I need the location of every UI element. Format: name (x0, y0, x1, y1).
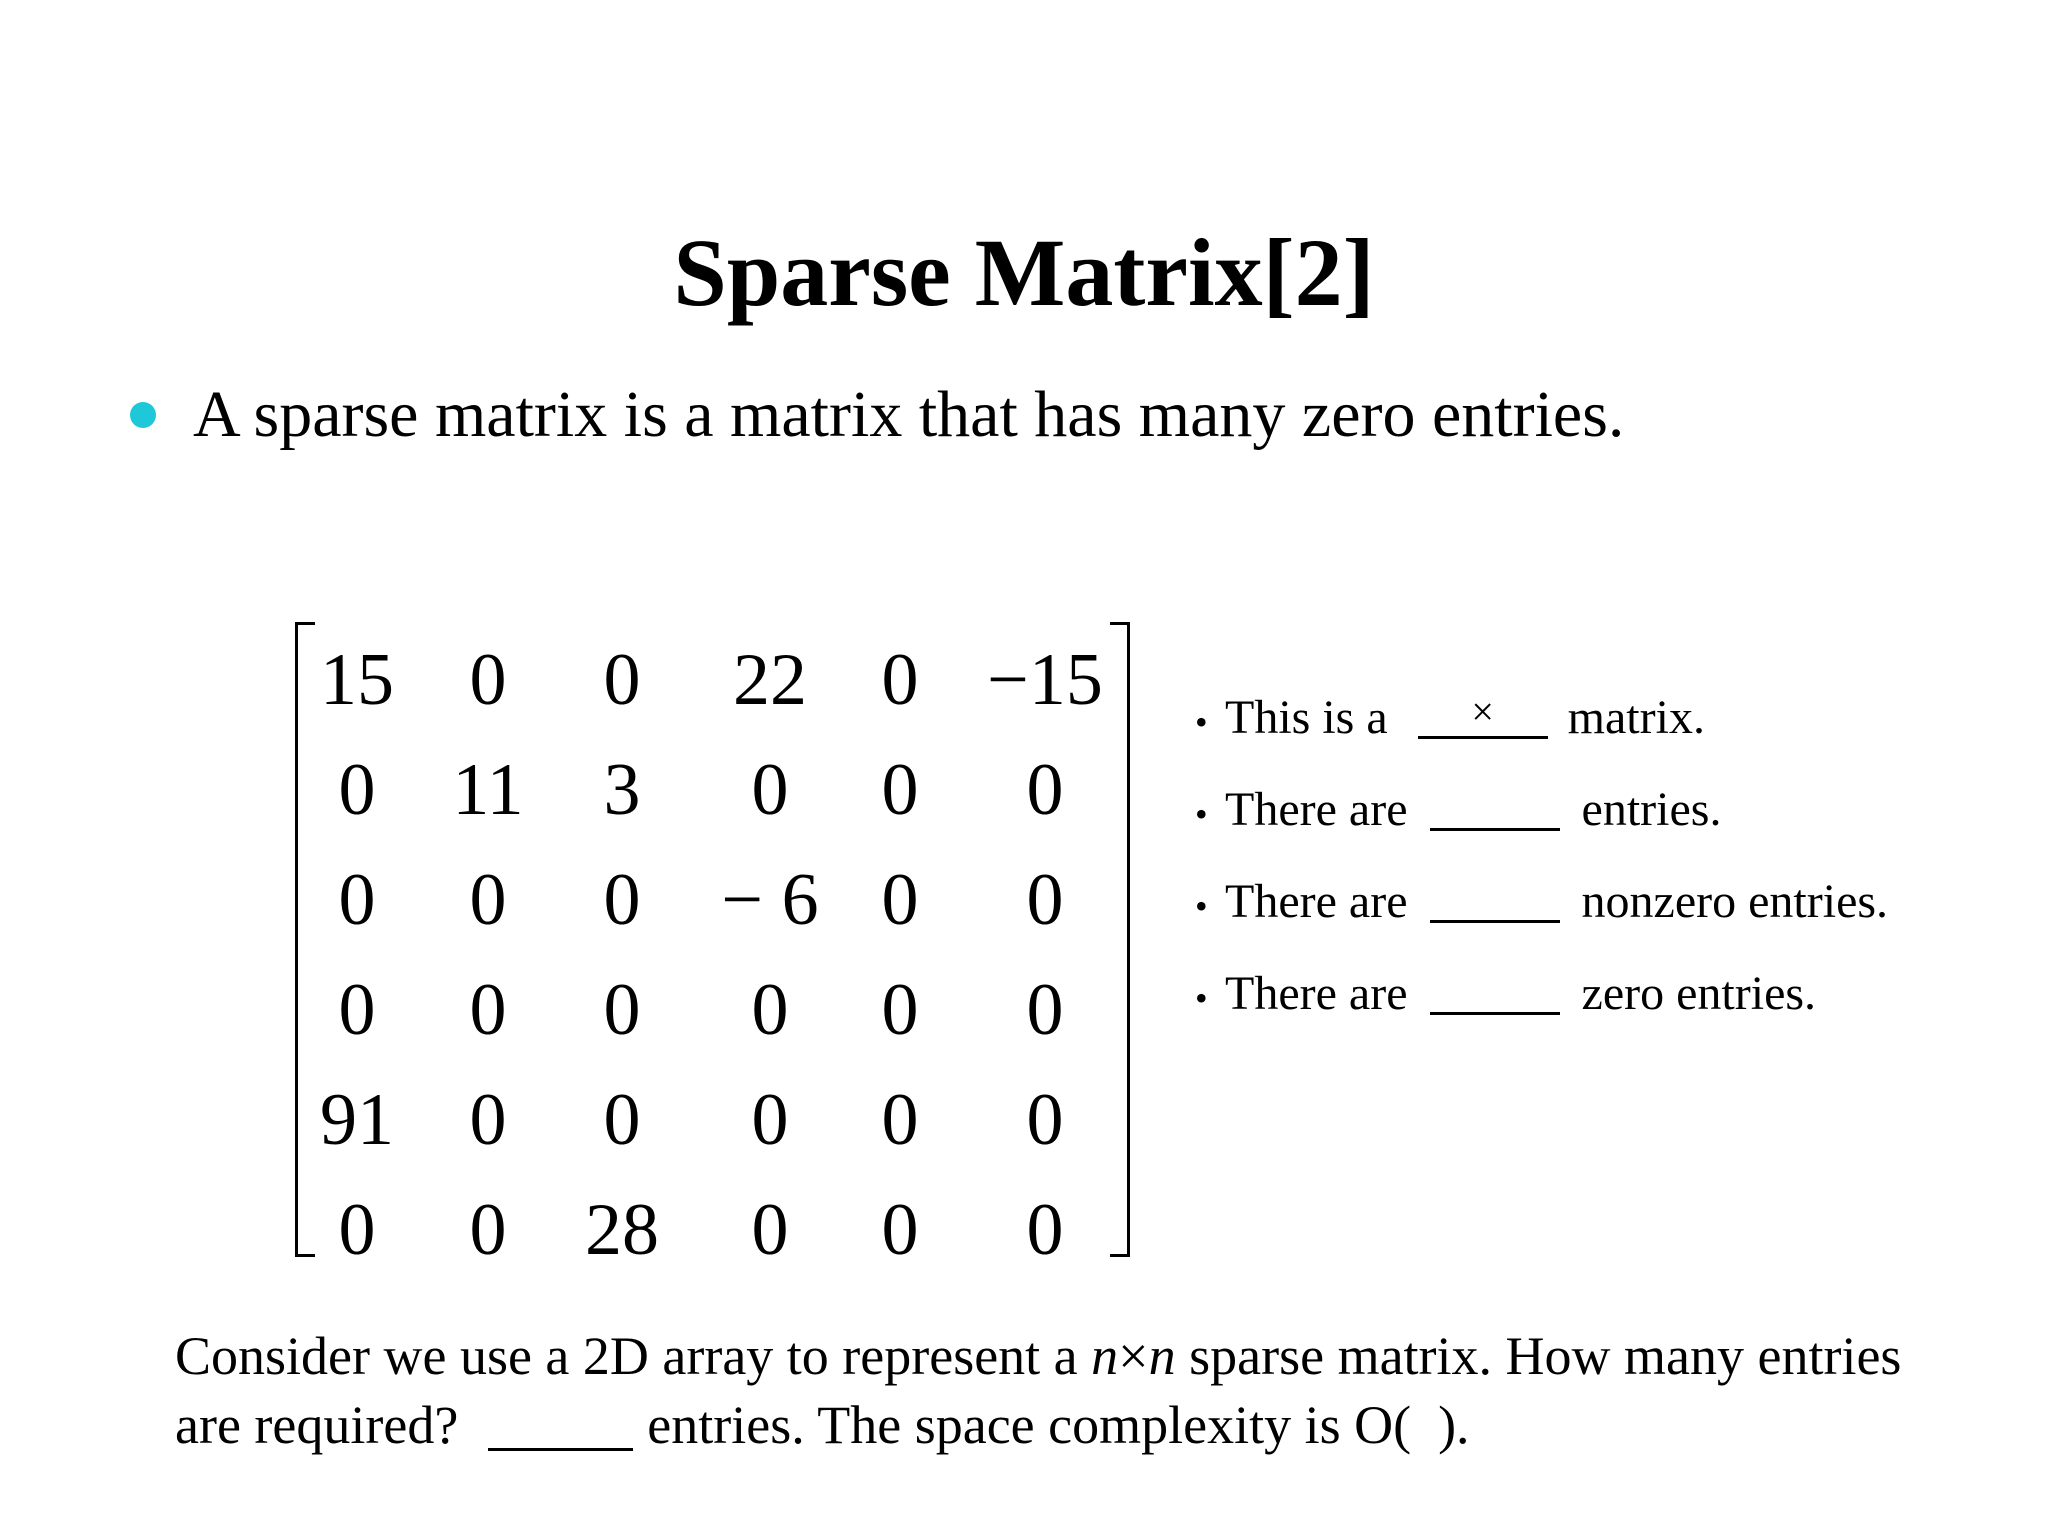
matrix-cell: 0 (1026, 1079, 1064, 1161)
matrix-cell: 15 (320, 639, 394, 721)
matrix-cell: 0 (338, 859, 376, 941)
question-entries (1195, 780, 1721, 844)
question-text: There are (1225, 967, 1408, 1020)
slide-title: Sparse Matrix[2] (673, 219, 1375, 326)
matrix-cell: 3 (603, 749, 641, 831)
matrix-cell: 28 (585, 1189, 659, 1271)
question-text: matrix. (1567, 691, 1705, 744)
matrix-cell: 0 (603, 859, 641, 941)
zero-blank (1430, 968, 1560, 1015)
bullet-dot-icon: • (1195, 885, 1208, 926)
question-text: nonzero entries. (1581, 875, 1889, 928)
paragraph-text: entries. The space complexity is O( ). (647, 1395, 1470, 1455)
bullet-text: A sparse matrix is a matrix that has many zero entries. (193, 378, 1625, 451)
matrix-cell: 0 (751, 969, 789, 1051)
question-paragraph (175, 1322, 2035, 1460)
matrix-cell: 0 (469, 969, 507, 1051)
matrix-cell: 0 (751, 749, 789, 831)
matrix-cell: 0 (1026, 859, 1064, 941)
question-dimensions (1195, 688, 1705, 752)
variable-n: n (1091, 1326, 1119, 1386)
matrix-cell: 0 (469, 859, 507, 941)
dimension-blank (1418, 689, 1548, 739)
matrix-cell: 0 (881, 1189, 919, 1271)
paragraph-text: Consider we use a 2D array to represent a (175, 1326, 1092, 1386)
entries-blank (1430, 784, 1560, 831)
matrix-cell: 0 (881, 639, 919, 721)
paragraph-line-1 (175, 1322, 2035, 1391)
bullet-dot-icon: • (1195, 977, 1208, 1018)
matrix-cell: 0 (603, 1079, 641, 1161)
matrix-cell: 0 (881, 969, 919, 1051)
matrix-cell: 0 (338, 749, 376, 831)
paragraph-line-2 (175, 1391, 2035, 1460)
question-nonzero (1195, 872, 1888, 936)
question-text: zero entries. (1581, 967, 1817, 1020)
matrix-cell: 0 (469, 639, 507, 721)
matrix-cell: − 6 (721, 859, 819, 941)
bullet-dot-icon: • (1195, 701, 1208, 742)
matrix-cell: 0 (1026, 749, 1064, 831)
matrix-cell: 0 (881, 749, 919, 831)
sparse-matrix (295, 622, 1130, 1271)
nonzero-blank (1430, 876, 1560, 923)
required-entries-blank (488, 1398, 633, 1451)
times-symbol: × (1118, 1326, 1149, 1386)
matrix-cell: 0 (881, 859, 919, 941)
paragraph-text: sparse matrix. How many entries (1175, 1326, 1902, 1386)
matrix-cell: 0 (603, 639, 641, 721)
question-text: entries. (1581, 783, 1722, 836)
matrix-cell: 0 (469, 1189, 507, 1271)
matrix-cell: 0 (469, 1079, 507, 1161)
bullet-dot-icon: • (1195, 793, 1208, 834)
matrix-cell: 0 (1026, 1189, 1064, 1271)
matrix-cell: 0 (1026, 969, 1064, 1051)
matrix-cell: 0 (603, 969, 641, 1051)
matrix-cell: −15 (987, 639, 1103, 721)
question-text: There are (1225, 783, 1408, 836)
matrix-cell: 11 (452, 749, 524, 831)
matrix-cell: 91 (320, 1079, 394, 1161)
question-zero (1195, 964, 1816, 1028)
matrix-cell: 22 (733, 639, 807, 721)
matrix-cell: 0 (751, 1189, 789, 1271)
times-icon: × (1471, 689, 1494, 734)
matrix-cell: 0 (881, 1079, 919, 1161)
matrix-cell: 0 (751, 1079, 789, 1161)
matrix-cell: 0 (338, 1189, 376, 1271)
variable-n: n (1148, 1326, 1176, 1386)
paragraph-text: are required? (175, 1395, 459, 1455)
matrix-cell: 0 (338, 969, 376, 1051)
question-text: This is a (1225, 691, 1388, 744)
main-bullet (130, 375, 1624, 455)
bullet-dot-icon (130, 402, 156, 428)
question-text: There are (1225, 875, 1408, 928)
